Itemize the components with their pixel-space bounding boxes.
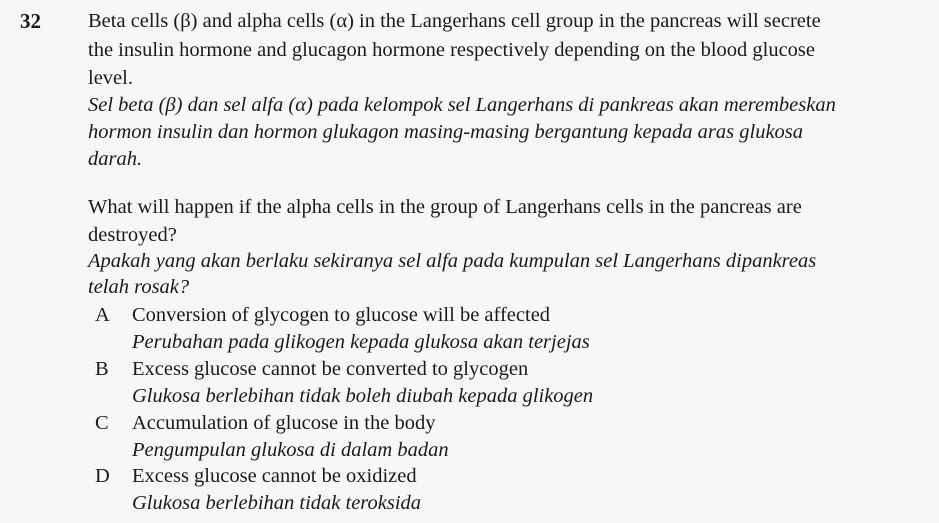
stem-ms-line: darah. bbox=[88, 148, 143, 170]
option-text-malay: Glukosa berlebihan tidak boleh diubah kepada glikogen bbox=[132, 385, 594, 407]
stem-en-line: Beta cells (β) and alpha cells (α) in the Langerhans cell group in the pancreas will secrete bbox=[88, 10, 821, 32]
option-letter: B bbox=[95, 358, 109, 380]
option-text-english: Accumulation of glucose in the body bbox=[132, 412, 436, 434]
option-letter: D bbox=[95, 465, 110, 487]
option-text-english: Excess glucose cannot be converted to glycogen bbox=[132, 358, 529, 380]
prompt-en-line: What will happen if the alpha cells in the group of Langerhans cells in the pancreas are bbox=[88, 196, 802, 218]
stem-ms-line: hormon insulin dan hormon glukagon masing-masing bergantung kepada aras glukosa bbox=[88, 121, 804, 143]
option-text-malay: Perubahan pada glikogen kepada glukosa akan terjejas bbox=[132, 331, 590, 353]
prompt-ms-line: telah rosak? bbox=[88, 276, 190, 298]
option-text-malay: Glukosa berlebihan tidak teroksida bbox=[132, 492, 422, 514]
option-text-english: Conversion of glycogen to glucose will be affected bbox=[132, 304, 551, 326]
option-text-malay: Pengumpulan glukosa di dalam badan bbox=[132, 439, 449, 461]
stem-en-line: level. bbox=[88, 67, 133, 89]
prompt-en-line: destroyed? bbox=[88, 224, 177, 246]
option-text-english: Excess glucose cannot be oxidized bbox=[132, 465, 417, 487]
stem-ms-line: Sel beta (β) dan sel alfa (α) pada kelompok sel Langerhans di pankreas akan merembeskan bbox=[88, 94, 836, 116]
option-letter: A bbox=[95, 304, 110, 326]
stem-en-line: the insulin hormone and glucagon hormone respectively depending on the blood glucose bbox=[88, 39, 816, 61]
prompt-ms-line: Apakah yang akan berlaku sekiranya sel alfa pada kumpulan sel Langerhans dipankreas bbox=[88, 250, 817, 272]
option-letter: C bbox=[95, 412, 109, 434]
question-number: 32 bbox=[20, 9, 41, 33]
